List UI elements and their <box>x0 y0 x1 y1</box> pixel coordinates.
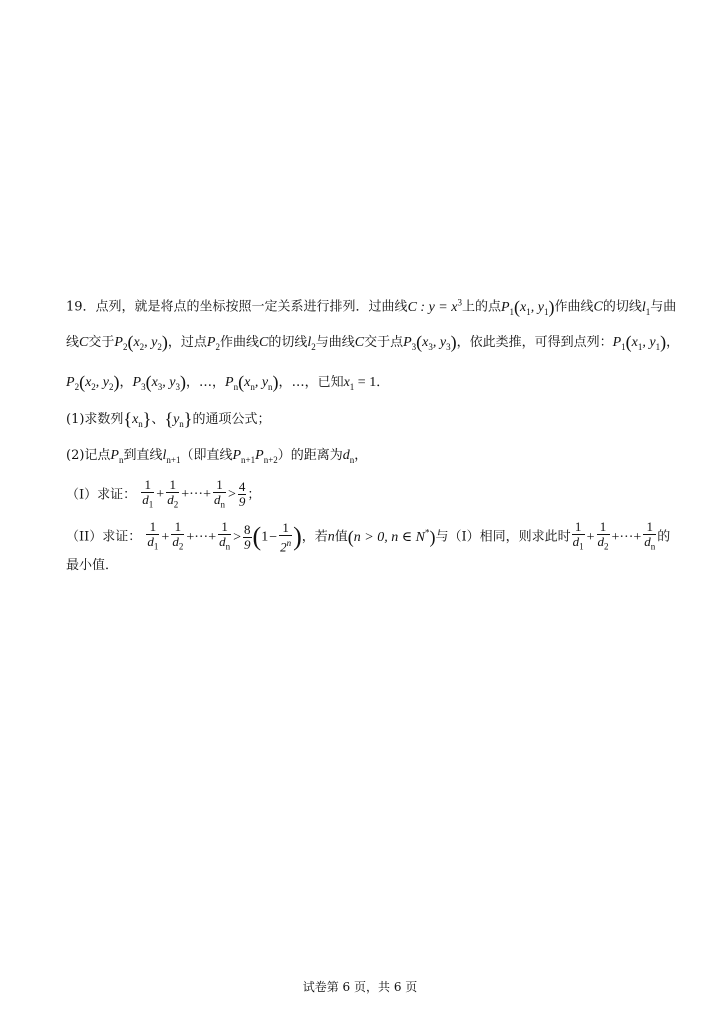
text: 的切线 <box>268 335 308 350</box>
text: 线 <box>66 335 80 350</box>
text: ， <box>354 448 368 463</box>
frac-1-dn: $\frac{1}{d_n}$ <box>644 519 656 552</box>
frac-4-9: $\frac{4}{9}$ <box>238 479 246 510</box>
text: 到直线 <box>123 448 163 463</box>
text: 的通项公式； <box>192 412 271 427</box>
curve-c: C <box>79 335 89 350</box>
part-1 <box>66 409 270 434</box>
frac-1-d1: $\frac{1}{d_1}$ <box>142 477 154 510</box>
text: 作曲线 <box>554 299 594 315</box>
sub-part-1: （I）求证： $\frac{1}{d_1}$ + $\frac{1}{d_2}$ +···+ $\frac{1}{d_n}$ > $\frac{4}{9}$ ； <box>66 477 261 510</box>
line-ln1: $l_{n+1}$ <box>162 448 181 465</box>
point-p3: $P_3(x_3$, $y_3$) <box>403 332 457 352</box>
frac-1-d2: $\frac{1}{d_2}$ <box>172 519 184 552</box>
text: 、 <box>151 412 165 427</box>
tangent-l1: $l_1$ <box>641 299 651 317</box>
text: ． <box>376 375 390 390</box>
point-p2-short: $P_2$ <box>206 335 220 352</box>
text: ，依此类推，可得到点列： <box>456 335 613 350</box>
text: ， <box>666 335 680 350</box>
sub-2-label: （II）求证： <box>66 529 142 545</box>
text: ）的距离为 <box>277 448 343 463</box>
problem-number: 19． <box>66 299 96 315</box>
frac-1-d2: $\frac{1}{d_2}$ <box>167 477 179 510</box>
point-pn: $P_n$ <box>110 448 124 465</box>
point-p3: $P_3(x_3$, $y_3$) <box>132 372 187 392</box>
text: ， <box>186 375 200 390</box>
sub-part-2: （II）求证： $\frac{1}{d_1}$ + $\frac{1}{d_2}$ +···+ $\frac{1}{d_n}$ > $\frac{8}{9}$ (1− $\frac{1}{2^n}$ )，若n值(n > 0, n ∈ N*)与（I）相同，则求此时 $\frac{1}{d_1}$ + $\frac{1}{d_2}$ +···+ $\frac{1}{d_n}$ 的 <box>66 519 671 554</box>
var-n: n <box>327 529 335 545</box>
frac-1-d1: $\frac{1}{d_1}$ <box>572 519 584 552</box>
frac-8-9: $\frac{8}{9}$ <box>244 521 251 552</box>
frac-1-2n: $\frac{1}{2^n}$ <box>280 519 292 554</box>
text: ， <box>278 375 292 390</box>
sub-1-label: （I）求证： <box>66 487 137 503</box>
text: 与（I）相同，则求此时 <box>435 529 571 545</box>
text: 作曲线 <box>219 335 259 350</box>
curve-c: C <box>354 335 365 350</box>
text: …， <box>199 375 226 390</box>
curve-equation: C : $y = x^3$ <box>407 297 462 315</box>
text: ， <box>119 375 133 390</box>
text: 上的点 <box>461 299 501 315</box>
text: ，若 <box>301 529 328 545</box>
text: 的 <box>657 529 671 545</box>
text: 与曲 <box>650 299 677 315</box>
part-2-label: (2)记点 <box>66 448 111 463</box>
frac-1-d2: $\frac{1}{d_2}$ <box>597 519 609 552</box>
point-p2: $P_2(x_2$, $y_2$) <box>66 372 120 392</box>
text: 与曲线 <box>315 335 355 350</box>
known-condition: $x_1 = 1$ <box>343 375 377 392</box>
distance-dn: $d_n$ <box>342 448 355 465</box>
part-2 <box>66 446 367 470</box>
sub-part-2-continued <box>66 556 118 576</box>
sequence-xn: $\{x_n\}$ <box>123 409 152 429</box>
problem-line-3 <box>66 372 389 397</box>
problem-line-1 <box>66 292 676 321</box>
text: ； <box>247 487 261 503</box>
text: 点列，就是将点的坐标按照一定关系进行排列．过曲线 <box>95 299 408 315</box>
part-1-label: (1)求数列 <box>66 412 124 427</box>
frac-1-d1: $\frac{1}{d_1}$ <box>147 519 159 552</box>
sequence-yn: $\{y_n\}$ <box>164 409 193 429</box>
curve-c: C <box>593 299 603 315</box>
text: 交于点 <box>364 335 404 350</box>
n-condition: (n > 0, n ∈ N*) <box>347 526 436 547</box>
problem-line-2 <box>66 332 679 357</box>
text: 交于 <box>88 335 115 350</box>
text: …，已知 <box>291 375 344 390</box>
point-p1: $P_1(x_1$, $y_1$) <box>612 332 667 352</box>
text: 的切线 <box>602 299 642 315</box>
tangent-l2: $l_2$ <box>307 335 316 352</box>
curve-c: C <box>258 335 269 350</box>
one: 1 <box>261 529 269 545</box>
frac-1-dn: $\frac{1}{d_n}$ <box>213 477 225 510</box>
point-p2: $P_2(x_2$, $y_2$) <box>114 332 168 352</box>
page-footer: 试卷第 6 页，共 6 页 <box>302 980 418 994</box>
text: （即直线 <box>180 448 233 463</box>
text: 最小值． <box>66 558 119 573</box>
point-pn: $P_n(x_n$, $y_n$) <box>225 372 279 392</box>
text: ，过点 <box>167 335 207 350</box>
point-p1: $P_1(x_1$, $y_1$) <box>500 296 555 317</box>
frac-1-dn: $\frac{1}{d_n}$ <box>219 519 231 552</box>
line-pn1pn2: $P_{n+1}P_{n+2}$ <box>232 448 278 465</box>
text: 值 <box>334 529 348 545</box>
